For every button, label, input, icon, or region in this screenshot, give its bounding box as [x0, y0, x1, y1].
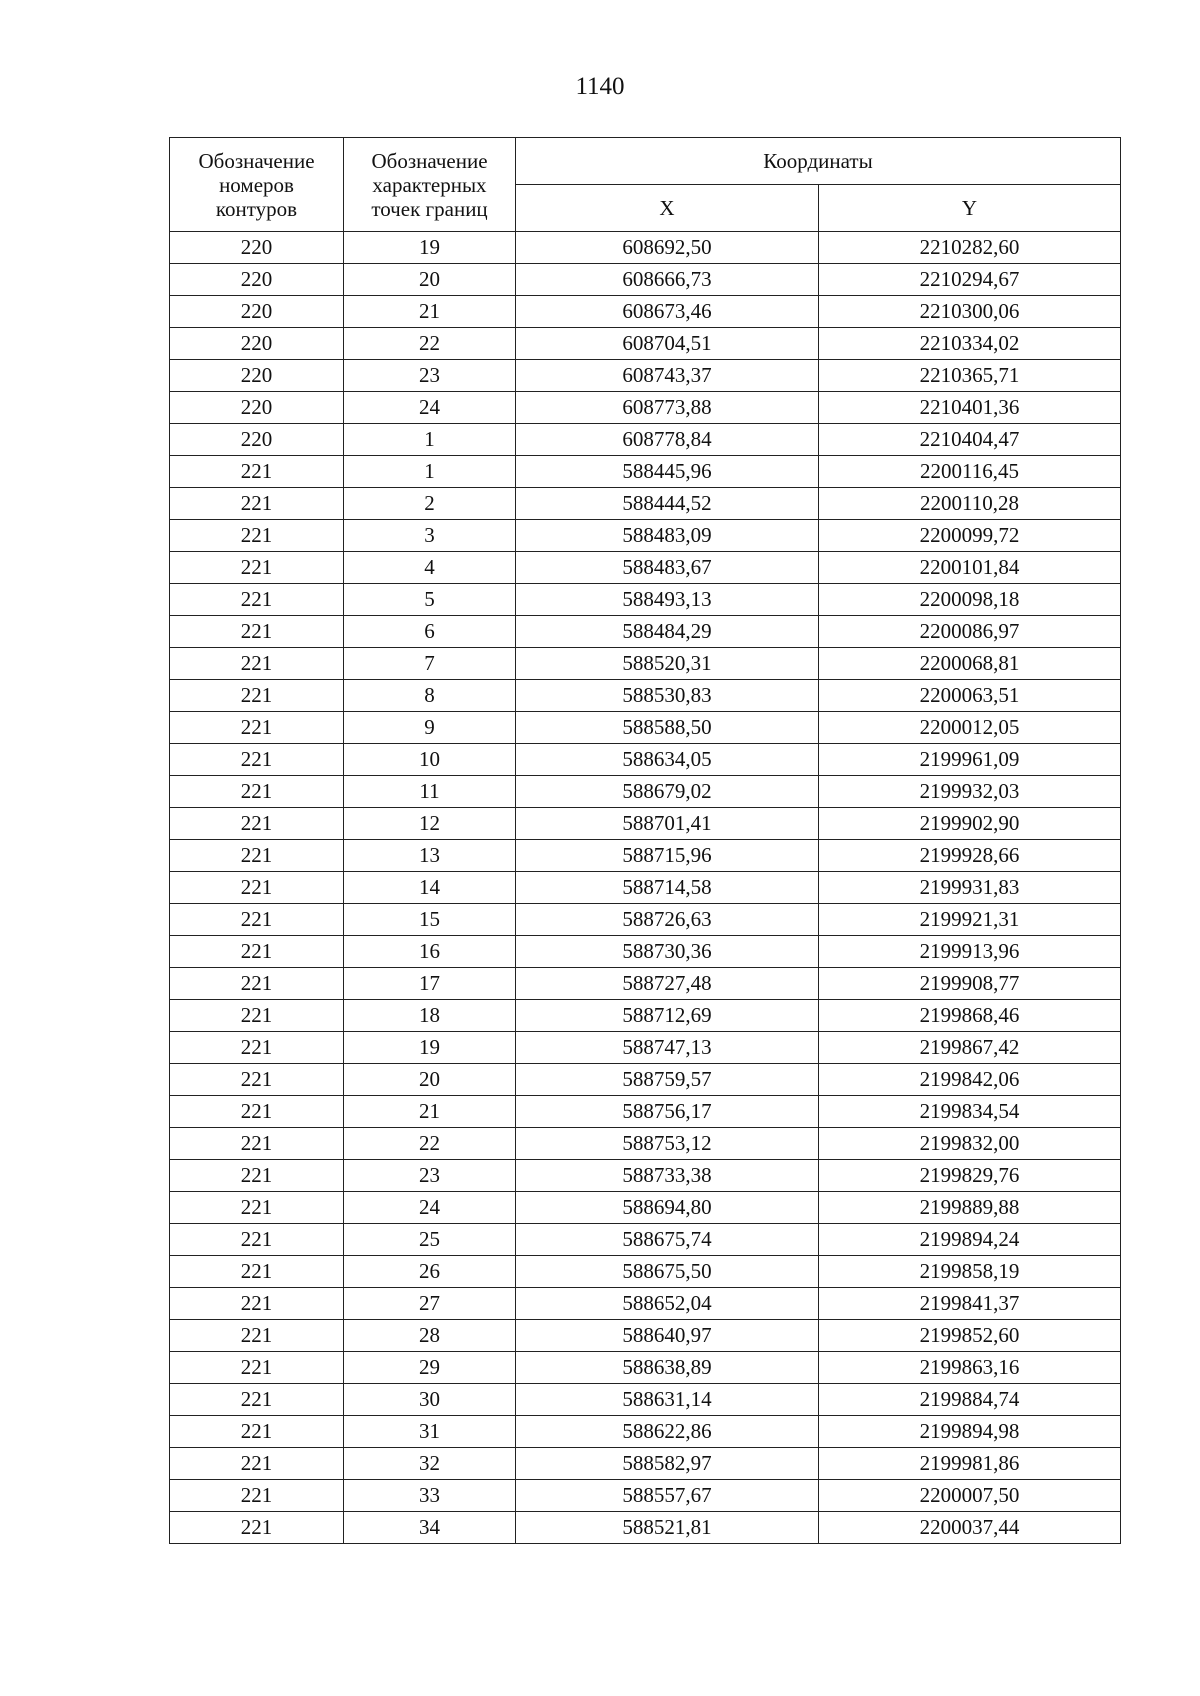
cell-contour-number: 221 — [170, 808, 344, 840]
cell-x: 588675,50 — [516, 1256, 819, 1288]
cell-point-number: 33 — [344, 1480, 516, 1512]
page-number: 1140 — [575, 73, 625, 100]
cell-x: 588712,69 — [516, 1000, 819, 1032]
cell-x: 588726,63 — [516, 904, 819, 936]
cell-contour-number: 220 — [170, 232, 344, 264]
cell-y: 2199961,09 — [819, 744, 1121, 776]
cell-contour-number: 221 — [170, 1512, 344, 1544]
cell-contour-number: 221 — [170, 1480, 344, 1512]
cell-contour-number: 221 — [170, 1128, 344, 1160]
cell-y: 2200098,18 — [819, 584, 1121, 616]
table-row — [170, 1192, 1121, 1224]
table-row — [170, 1448, 1121, 1480]
cell-x: 608666,73 — [516, 264, 819, 296]
table-row — [170, 456, 1121, 488]
cell-point-number: 5 — [344, 584, 516, 616]
cell-y: 2210404,47 — [819, 424, 1121, 456]
table-row — [170, 712, 1121, 744]
header-coordinates: Координаты — [516, 138, 1121, 185]
cell-contour-number: 221 — [170, 936, 344, 968]
cell-contour-number: 220 — [170, 392, 344, 424]
cell-contour-number: 221 — [170, 904, 344, 936]
cell-point-number: 29 — [344, 1352, 516, 1384]
cell-point-number: 20 — [344, 1064, 516, 1096]
cell-x: 588638,89 — [516, 1352, 819, 1384]
cell-y: 2199894,98 — [819, 1416, 1121, 1448]
cell-contour-number: 220 — [170, 296, 344, 328]
cell-contour-number: 221 — [170, 648, 344, 680]
header-point-line1: Обозначение — [371, 148, 488, 173]
cell-y: 2200012,05 — [819, 712, 1121, 744]
cell-contour-number: 221 — [170, 584, 344, 616]
cell-y: 2199894,24 — [819, 1224, 1121, 1256]
cell-point-number: 20 — [344, 264, 516, 296]
cell-point-number: 16 — [344, 936, 516, 968]
cell-point-number: 9 — [344, 712, 516, 744]
cell-contour-number: 221 — [170, 1224, 344, 1256]
cell-contour-number: 221 — [170, 1032, 344, 1064]
cell-y: 2199908,77 — [819, 968, 1121, 1000]
cell-contour-number: 220 — [170, 264, 344, 296]
cell-y: 2199931,83 — [819, 872, 1121, 904]
cell-x: 608743,37 — [516, 360, 819, 392]
cell-contour-number: 221 — [170, 1384, 344, 1416]
cell-contour-number: 221 — [170, 680, 344, 712]
cell-contour-number: 221 — [170, 872, 344, 904]
cell-x: 608692,50 — [516, 232, 819, 264]
cell-x: 588756,17 — [516, 1096, 819, 1128]
cell-y: 2210282,60 — [819, 232, 1121, 264]
cell-x: 588652,04 — [516, 1288, 819, 1320]
cell-y: 2210334,02 — [819, 328, 1121, 360]
table-row — [170, 680, 1121, 712]
cell-y: 2200007,50 — [819, 1480, 1121, 1512]
cell-y: 2199932,03 — [819, 776, 1121, 808]
cell-x: 608673,46 — [516, 296, 819, 328]
cell-contour-number: 220 — [170, 360, 344, 392]
cell-y: 2199863,16 — [819, 1352, 1121, 1384]
cell-y: 2199834,54 — [819, 1096, 1121, 1128]
cell-point-number: 2 — [344, 488, 516, 520]
cell-x: 588714,58 — [516, 872, 819, 904]
table-row — [170, 1064, 1121, 1096]
cell-y: 2199842,06 — [819, 1064, 1121, 1096]
cell-contour-number: 221 — [170, 1352, 344, 1384]
cell-point-number: 14 — [344, 872, 516, 904]
cell-x: 608704,51 — [516, 328, 819, 360]
cell-x: 588484,29 — [516, 616, 819, 648]
cell-x: 588753,12 — [516, 1128, 819, 1160]
cell-x: 588631,14 — [516, 1384, 819, 1416]
cell-point-number: 28 — [344, 1320, 516, 1352]
table-row — [170, 520, 1121, 552]
cell-x: 588733,38 — [516, 1160, 819, 1192]
cell-x: 588640,97 — [516, 1320, 819, 1352]
table-row — [170, 1384, 1121, 1416]
table-row — [170, 1160, 1121, 1192]
cell-contour-number: 221 — [170, 840, 344, 872]
cell-point-number: 3 — [344, 520, 516, 552]
cell-point-number: 23 — [344, 360, 516, 392]
cell-y: 2199902,90 — [819, 808, 1121, 840]
table-row — [170, 360, 1121, 392]
cell-y: 2199913,96 — [819, 936, 1121, 968]
table-row — [170, 968, 1121, 1000]
table-row — [170, 328, 1121, 360]
cell-point-number: 6 — [344, 616, 516, 648]
cell-y: 2210294,67 — [819, 264, 1121, 296]
header-contour-line1: Обозначение — [198, 148, 315, 173]
table-row — [170, 232, 1121, 264]
cell-point-number: 7 — [344, 648, 516, 680]
cell-contour-number: 221 — [170, 552, 344, 584]
cell-point-number: 18 — [344, 1000, 516, 1032]
cell-contour-number: 221 — [170, 488, 344, 520]
table-row — [170, 904, 1121, 936]
cell-point-number: 32 — [344, 1448, 516, 1480]
cell-point-number: 15 — [344, 904, 516, 936]
cell-x: 588759,57 — [516, 1064, 819, 1096]
cell-y: 2200068,81 — [819, 648, 1121, 680]
cell-x: 588530,83 — [516, 680, 819, 712]
cell-point-number: 31 — [344, 1416, 516, 1448]
cell-y: 2199841,37 — [819, 1288, 1121, 1320]
cell-contour-number: 221 — [170, 616, 344, 648]
cell-point-number: 24 — [344, 1192, 516, 1224]
cell-y: 2199832,00 — [819, 1128, 1121, 1160]
cell-y: 2199858,19 — [819, 1256, 1121, 1288]
table-row — [170, 1480, 1121, 1512]
header-contour-line3: контуров — [215, 196, 298, 221]
cell-point-number: 4 — [344, 552, 516, 584]
header-y: Y — [819, 185, 1121, 232]
cell-point-number: 22 — [344, 1128, 516, 1160]
cell-point-number: 10 — [344, 744, 516, 776]
table-row — [170, 1096, 1121, 1128]
table-row — [170, 1256, 1121, 1288]
table-row — [170, 872, 1121, 904]
cell-y: 2200116,45 — [819, 456, 1121, 488]
header-boundary-points — [344, 138, 516, 232]
cell-contour-number: 221 — [170, 1064, 344, 1096]
cell-x: 608778,84 — [516, 424, 819, 456]
table-row — [170, 1288, 1121, 1320]
cell-point-number: 13 — [344, 840, 516, 872]
table-row — [170, 488, 1121, 520]
table-row — [170, 584, 1121, 616]
table-row — [170, 392, 1121, 424]
cell-x: 588727,48 — [516, 968, 819, 1000]
cell-x: 588557,67 — [516, 1480, 819, 1512]
cell-point-number: 21 — [344, 1096, 516, 1128]
cell-y: 2200099,72 — [819, 520, 1121, 552]
cell-contour-number: 221 — [170, 1256, 344, 1288]
table-row — [170, 808, 1121, 840]
cell-x: 588520,31 — [516, 648, 819, 680]
cell-contour-number: 221 — [170, 1288, 344, 1320]
cell-contour-number: 221 — [170, 1192, 344, 1224]
cell-point-number: 30 — [344, 1384, 516, 1416]
cell-point-number: 21 — [344, 296, 516, 328]
table-row — [170, 744, 1121, 776]
cell-point-number: 8 — [344, 680, 516, 712]
cell-x: 588521,81 — [516, 1512, 819, 1544]
cell-contour-number: 221 — [170, 1000, 344, 1032]
table-row — [170, 1512, 1121, 1544]
table-row — [170, 1224, 1121, 1256]
cell-y: 2199889,88 — [819, 1192, 1121, 1224]
cell-contour-number: 221 — [170, 776, 344, 808]
cell-y: 2200037,44 — [819, 1512, 1121, 1544]
cell-y: 2200063,51 — [819, 680, 1121, 712]
cell-point-number: 1 — [344, 456, 516, 488]
cell-x: 588730,36 — [516, 936, 819, 968]
table-row — [170, 1352, 1121, 1384]
cell-y: 2199867,42 — [819, 1032, 1121, 1064]
table-row — [170, 1032, 1121, 1064]
cell-x: 608773,88 — [516, 392, 819, 424]
cell-contour-number: 221 — [170, 1096, 344, 1128]
cell-x: 588747,13 — [516, 1032, 819, 1064]
cell-point-number: 25 — [344, 1224, 516, 1256]
header-contour-line2: номеров — [219, 172, 294, 197]
cell-contour-number: 220 — [170, 424, 344, 456]
table-body — [170, 232, 1121, 1544]
cell-contour-number: 221 — [170, 712, 344, 744]
table-row — [170, 296, 1121, 328]
header-x: X — [516, 185, 819, 232]
cell-y: 2210365,71 — [819, 360, 1121, 392]
cell-point-number: 22 — [344, 328, 516, 360]
cell-contour-number: 221 — [170, 968, 344, 1000]
cell-x: 588582,97 — [516, 1448, 819, 1480]
cell-y: 2200086,97 — [819, 616, 1121, 648]
table-row — [170, 776, 1121, 808]
cell-x: 588701,41 — [516, 808, 819, 840]
cell-x: 588493,13 — [516, 584, 819, 616]
cell-y: 2199928,66 — [819, 840, 1121, 872]
cell-y: 2200110,28 — [819, 488, 1121, 520]
cell-point-number: 19 — [344, 1032, 516, 1064]
cell-point-number: 12 — [344, 808, 516, 840]
cell-point-number: 24 — [344, 392, 516, 424]
table-row — [170, 616, 1121, 648]
cell-point-number: 19 — [344, 232, 516, 264]
cell-x: 588679,02 — [516, 776, 819, 808]
cell-y: 2210300,06 — [819, 296, 1121, 328]
cell-point-number: 26 — [344, 1256, 516, 1288]
table-row — [170, 1320, 1121, 1352]
table-row — [170, 424, 1121, 456]
cell-y: 2199981,86 — [819, 1448, 1121, 1480]
cell-x: 588483,09 — [516, 520, 819, 552]
cell-contour-number: 221 — [170, 456, 344, 488]
cell-y: 2199852,60 — [819, 1320, 1121, 1352]
table-row — [170, 264, 1121, 296]
table-row — [170, 1416, 1121, 1448]
table-row — [170, 648, 1121, 680]
table-row — [170, 1000, 1121, 1032]
cell-contour-number: 221 — [170, 1160, 344, 1192]
cell-y: 2199921,31 — [819, 904, 1121, 936]
cell-point-number: 34 — [344, 1512, 516, 1544]
table-header — [170, 138, 1121, 232]
cell-contour-number: 221 — [170, 1320, 344, 1352]
coordinates-table — [169, 137, 1121, 1544]
cell-y: 2210401,36 — [819, 392, 1121, 424]
cell-y: 2200101,84 — [819, 552, 1121, 584]
header-contour-numbers — [170, 138, 344, 232]
table-row — [170, 936, 1121, 968]
cell-x: 588634,05 — [516, 744, 819, 776]
table-row — [170, 1128, 1121, 1160]
cell-x: 588588,50 — [516, 712, 819, 744]
cell-point-number: 23 — [344, 1160, 516, 1192]
cell-y: 2199868,46 — [819, 1000, 1121, 1032]
cell-y: 2199884,74 — [819, 1384, 1121, 1416]
cell-contour-number: 221 — [170, 1448, 344, 1480]
cell-x: 588715,96 — [516, 840, 819, 872]
cell-contour-number: 221 — [170, 520, 344, 552]
cell-contour-number: 221 — [170, 744, 344, 776]
table-row — [170, 840, 1121, 872]
cell-x: 588622,86 — [516, 1416, 819, 1448]
cell-x: 588694,80 — [516, 1192, 819, 1224]
cell-contour-number: 221 — [170, 1416, 344, 1448]
header-point-line2: характерных — [372, 172, 487, 197]
cell-point-number: 17 — [344, 968, 516, 1000]
header-point-line3: точек границ — [371, 196, 488, 221]
cell-x: 588483,67 — [516, 552, 819, 584]
cell-x: 588445,96 — [516, 456, 819, 488]
cell-point-number: 11 — [344, 776, 516, 808]
table-row — [170, 552, 1121, 584]
cell-x: 588675,74 — [516, 1224, 819, 1256]
cell-point-number: 27 — [344, 1288, 516, 1320]
cell-y: 2199829,76 — [819, 1160, 1121, 1192]
cell-x: 588444,52 — [516, 488, 819, 520]
cell-point-number: 1 — [344, 424, 516, 456]
cell-contour-number: 220 — [170, 328, 344, 360]
